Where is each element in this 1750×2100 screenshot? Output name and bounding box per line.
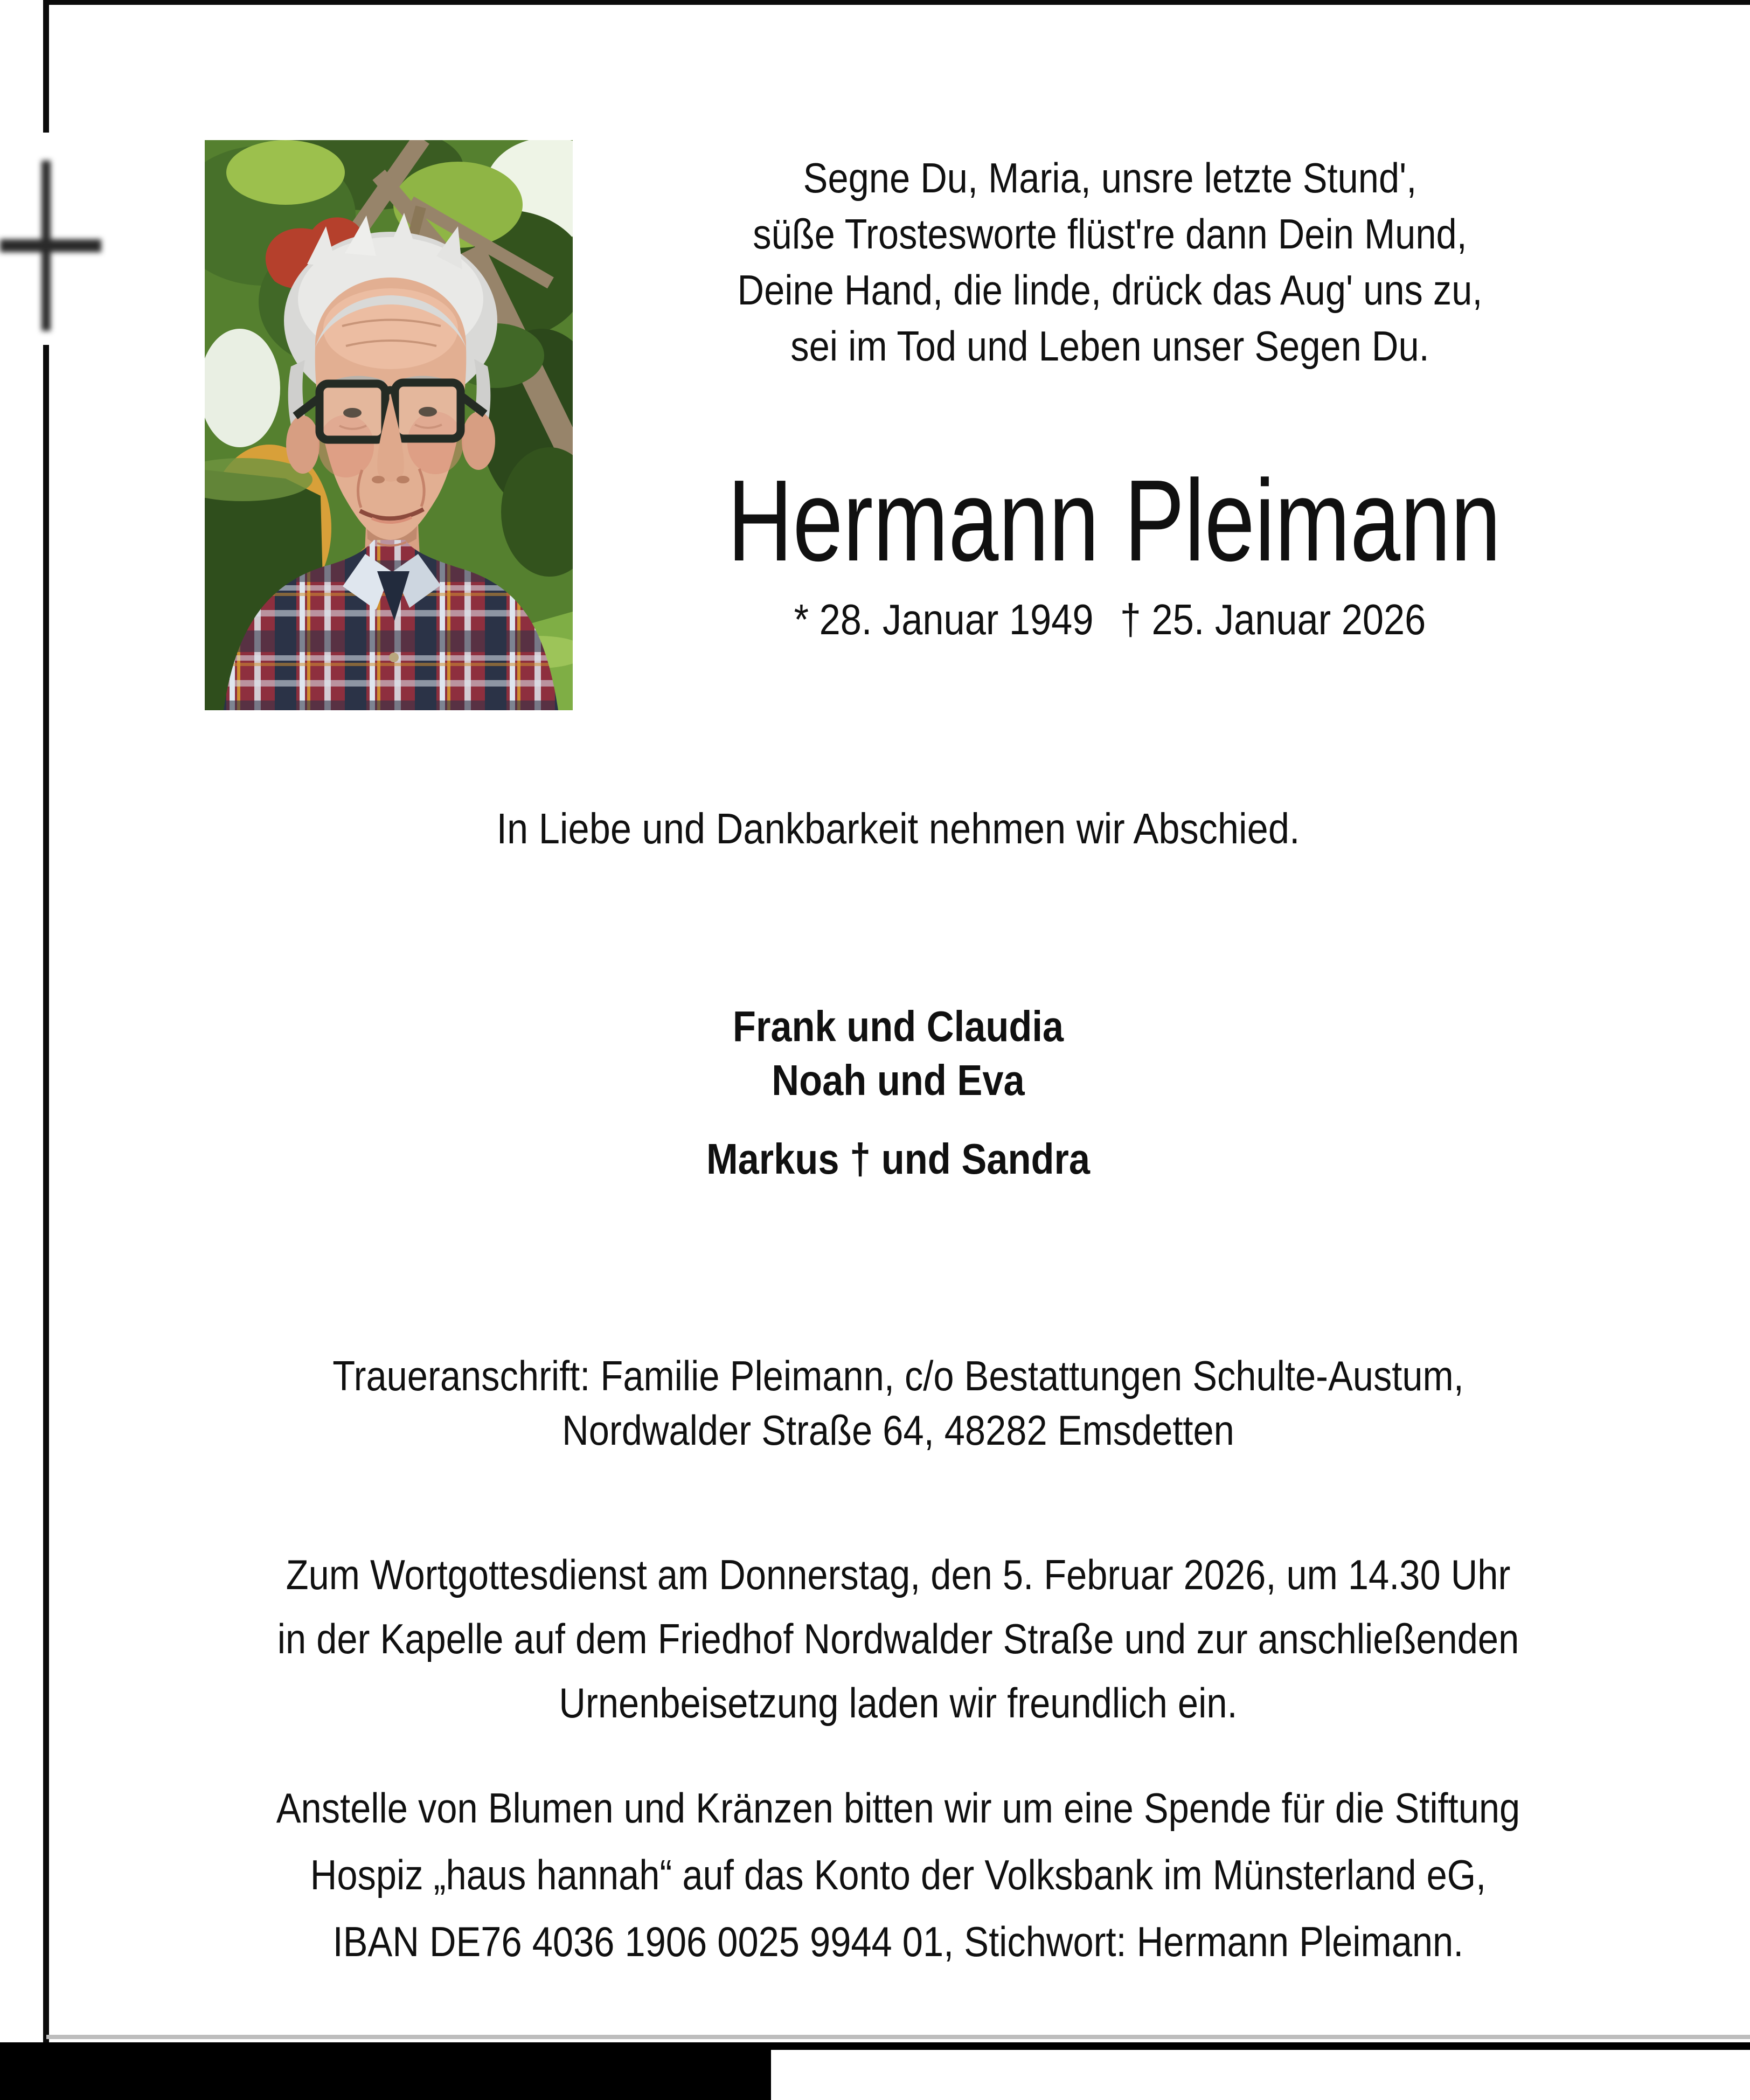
mourners-line: Frank und Claudia (732, 1002, 1064, 1050)
registration-cross-horizontal (0, 239, 101, 252)
poem-line: sei im Tod und Leben unser Segen Du. (790, 322, 1429, 370)
poem-line: süße Trostesworte flüst're dann Dein Mund, (753, 210, 1467, 258)
bottom-black-bar (0, 2042, 771, 2100)
funeral-service-info (149, 1543, 1648, 1735)
mourners-list (149, 1000, 1648, 1186)
death-date: † 25. Januar 2026 (1120, 595, 1426, 643)
donation-info (149, 1775, 1648, 1975)
address-line: Traueranschrift: Familie Pleimann, c/o Bestattungen Schulte-Austum, (332, 1352, 1464, 1399)
donation-line: IBAN DE76 4036 1906 0025 9944 01, Stichwort: Hermann Pleimann. (332, 1918, 1464, 1965)
mourners-line: Noah und Eva (772, 1056, 1025, 1104)
mourning-address (149, 1349, 1648, 1458)
birth-date: * 28. Januar 1949 (794, 595, 1094, 643)
life-dates (678, 594, 1541, 646)
deceased-name: Hermann Pleimann (727, 455, 1501, 585)
service-line: Urnenbeisetzung laden wir freundlich ein. (559, 1679, 1238, 1727)
memorial-poem (678, 150, 1541, 374)
mourners-line: Markus † und Sandra (706, 1135, 1091, 1183)
left-border-rule-upper (43, 0, 49, 133)
poem-line: Segne Du, Maria, unsre letzte Stund', (803, 154, 1417, 202)
service-line: Zum Wortgottesdienst am Donnerstag, den 5. Februar 2026, um 14.30 Uhr (286, 1551, 1511, 1598)
donation-line: Anstelle von Blumen und Kränzen bitten wir um eine Spende für die Stiftung (276, 1784, 1520, 1832)
top-border-rule (46, 0, 1750, 5)
service-line: in der Kapelle auf dem Friedhof Nordwalder Straße und zur anschließenden (277, 1615, 1519, 1662)
poem-line: Deine Hand, die linde, drück das Aug' uns zu, (737, 266, 1483, 314)
donation-line: Hospiz „haus hannah“ auf das Konto der Volksbank im Münsterland eG, (310, 1851, 1487, 1898)
portrait-photo (205, 140, 573, 710)
farewell-line: In Liebe und Dankbarkeit nehmen wir Abschied. (496, 805, 1300, 853)
bottom-gray-rule (46, 2035, 1750, 2039)
left-border-rule-lower (43, 345, 49, 2042)
address-line: Nordwalder Straße 64, 48282 Emsdetten (562, 1406, 1234, 1454)
